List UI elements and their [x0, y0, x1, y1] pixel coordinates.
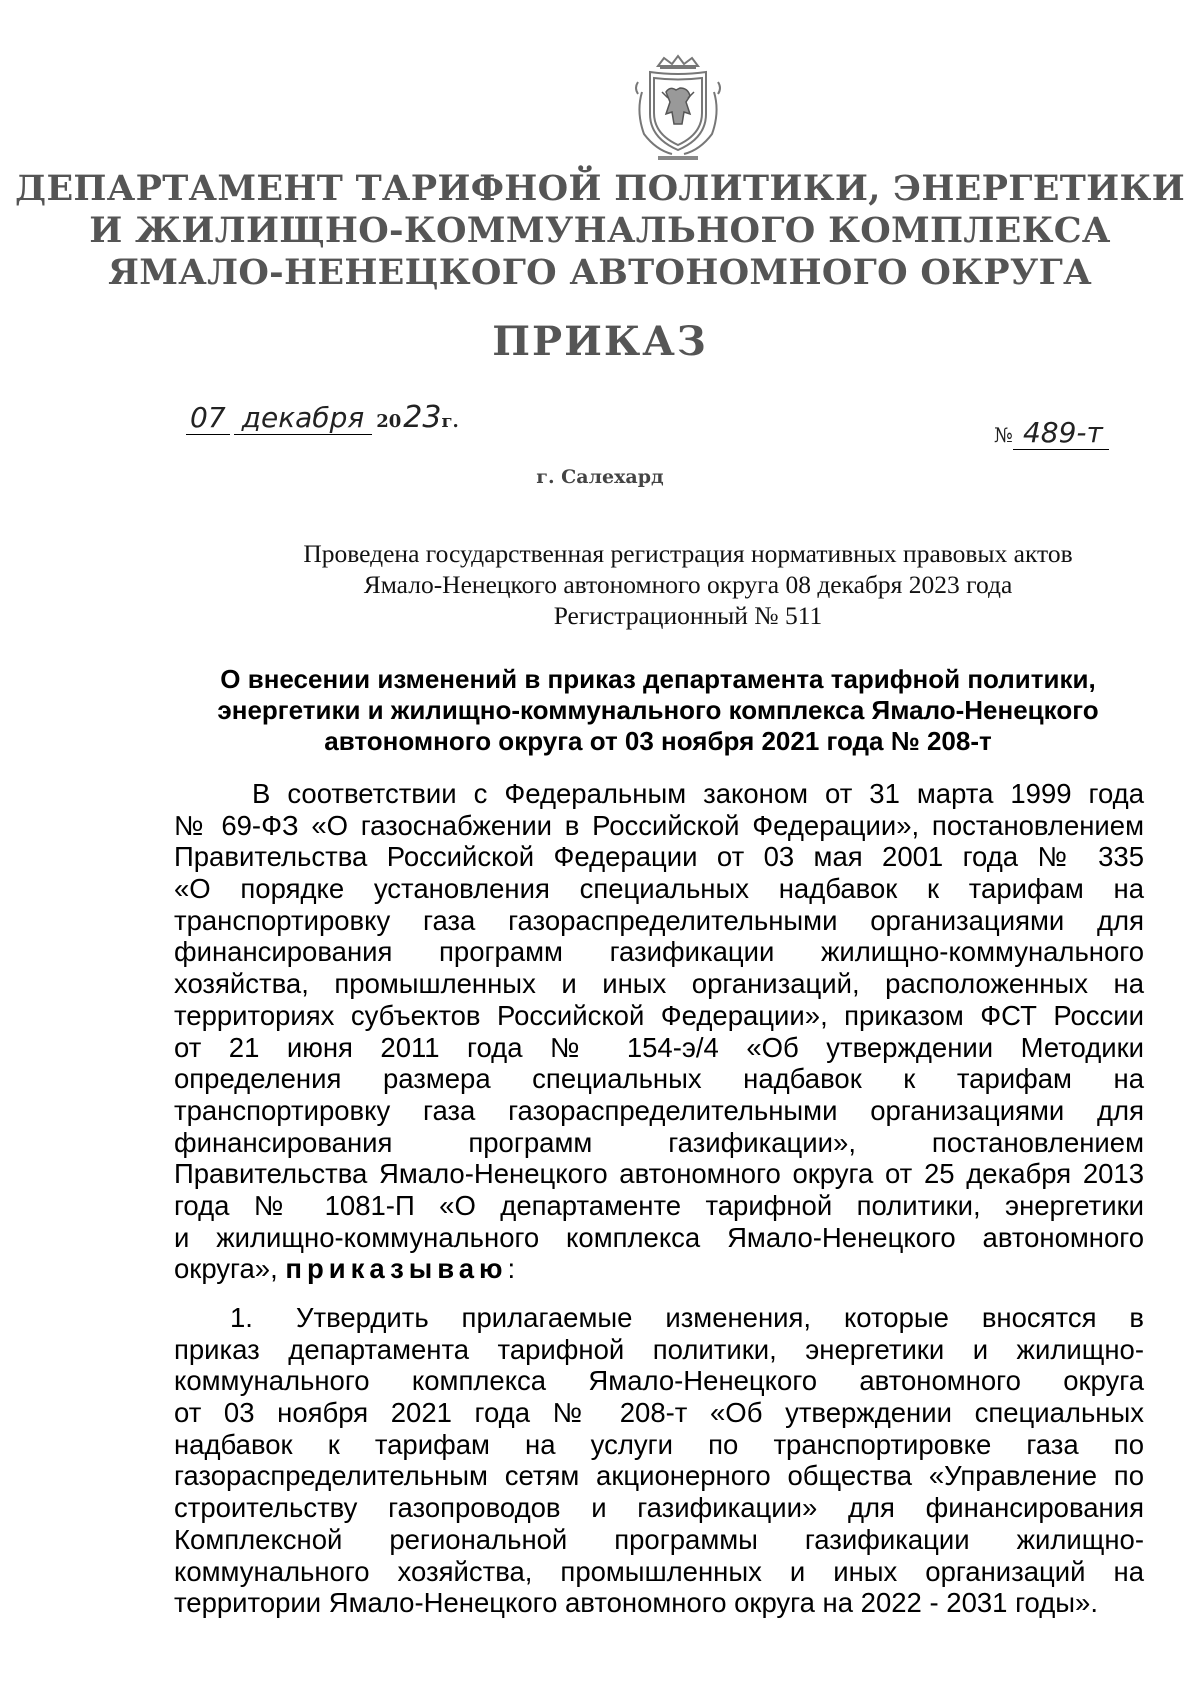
- date-year-handwritten: 23: [403, 400, 442, 435]
- paragraph-line: года № 1081-П «О департаменте тарифной политики, энергетики: [174, 1189, 1144, 1221]
- paragraph-line: Утвердить прилагаемые изменения, которые вносятся в: [296, 1302, 1144, 1333]
- paragraph-line: Правительства Российской Федерации от 03 мая 2001 года № 335: [174, 841, 1144, 873]
- paragraph-line: от 21 июня 2011 года № 154-э/4 «Об утверждении Методики: [174, 1031, 1144, 1063]
- registration-line: Регистрационный № 511: [553, 601, 823, 630]
- department-header-line-1: ДЕПАРТАМЕНТ ТАРИФНОЙ ПОЛИТИКИ, ЭНЕРГЕТИКИ: [15, 168, 1185, 209]
- clause-number: 1.: [230, 1302, 253, 1333]
- paragraph-line: от 03 ноября 2021 года № 208-т «Об утверждении специальных: [174, 1397, 1144, 1429]
- order-title: ПРИКАЗ: [492, 318, 708, 365]
- document-title: [168, 664, 1148, 757]
- paragraph-line: коммунального хозяйства, промышленных и иных организаций на: [174, 1555, 1144, 1587]
- paragraph-line: территории Ямало-Ненецкого автономного округа на 2022 - 2031 годы».: [174, 1587, 1098, 1619]
- order-date: [186, 400, 459, 435]
- paragraph-line: транспортировку газа газораспределительными организациями для: [174, 1094, 1144, 1126]
- paragraph-line: Комплексной региональной программы газификации жилищно-: [174, 1523, 1144, 1555]
- date-year-prefix: 20: [376, 411, 402, 432]
- paragraph-line: приказ департамента тарифной политики, энергетики и жилищно-: [174, 1333, 1144, 1365]
- registration-line: Ямало-Ненецкого автономного округа 08 декабря 2023 года: [363, 570, 1013, 599]
- paragraph-line: хозяйства, промышленных и иных организаций, расположенных на: [174, 968, 1144, 1000]
- paragraph-line: финансирования программ газификации», постановлением: [174, 1126, 1144, 1158]
- department-header-line-2: И ЖИЛИЩНО-КОММУНАЛЬНОГО КОМПЛЕКСА: [89, 210, 1111, 251]
- title-line: О внесении изменений в приказ департамента тарифной политики,: [220, 664, 1096, 694]
- coat-of-arms-icon: [628, 52, 728, 162]
- date-month: декабря: [234, 401, 373, 435]
- paragraph-line: коммунального комплекса Ямало-Ненецкого автономного округа: [174, 1365, 1144, 1397]
- paragraph-last-line: [174, 1253, 1144, 1285]
- number-value: 489-т: [1013, 416, 1109, 450]
- paragraph-line: надбавок к тарифам на услуги по транспортировке газа по: [174, 1428, 1144, 1460]
- order-verb: приказываю: [285, 1253, 508, 1285]
- title-line: автономного округа от 03 ноября 2021 года № 208-т: [324, 726, 992, 756]
- department-header-line-3: ЯМАЛО-НЕНЕЦКОГО АВТОНОМНОГО ОКРУГА: [108, 252, 1092, 293]
- paragraph-line: финансирования программ газификации жилищно-коммунального: [174, 936, 1144, 968]
- paragraph-line: газораспределительным сетям акционерного общества «Управление по: [174, 1460, 1144, 1492]
- paragraph-line: № 69-ФЗ «О газоснабжении в Российской Федерации», постановлением: [174, 809, 1144, 841]
- paragraph-line: «О порядке установления специальных надбавок к тарифам на: [174, 873, 1144, 905]
- date-year-suffix: г.: [441, 411, 459, 432]
- registration-note: [248, 538, 1128, 631]
- paragraph-line: территориях субъектов Российской Федерации», приказом ФСТ России: [174, 999, 1144, 1031]
- paragraph-line: определения размера специальных надбавок к тарифам на: [174, 1063, 1144, 1095]
- paragraph-line: и жилищно-коммунального комплекса Ямало-Ненецкого автономного: [174, 1221, 1144, 1253]
- number-sign: №: [994, 423, 1013, 447]
- title-line: энергетики и жилищно-коммунального комплекса Ямало-Ненецкого: [217, 695, 1099, 725]
- last-line-prefix: округа»,: [174, 1253, 286, 1285]
- last-line-suffix: :: [507, 1253, 516, 1285]
- paragraph-line: строительству газопроводов и газификации» для финансирования: [174, 1492, 1144, 1524]
- registration-line: Проведена государственная регистрация нормативных правовых актов: [303, 539, 1073, 568]
- paragraph-line: Правительства Ямало-Ненецкого автономного округа от 25 декабря 2013: [174, 1158, 1144, 1190]
- paragraph-line: В соответствии с Федеральным законом от 31 марта 1999 года: [252, 778, 1144, 809]
- order-number: [994, 416, 1109, 449]
- clause-first-line: [174, 1302, 1144, 1334]
- preamble-paragraph: [174, 778, 1144, 1285]
- date-day: 07: [186, 401, 230, 435]
- clause-1: [174, 1302, 1144, 1619]
- paragraph-line: транспортировку газа газораспределительными организациями для: [174, 904, 1144, 936]
- city: г. Салехард: [536, 466, 664, 488]
